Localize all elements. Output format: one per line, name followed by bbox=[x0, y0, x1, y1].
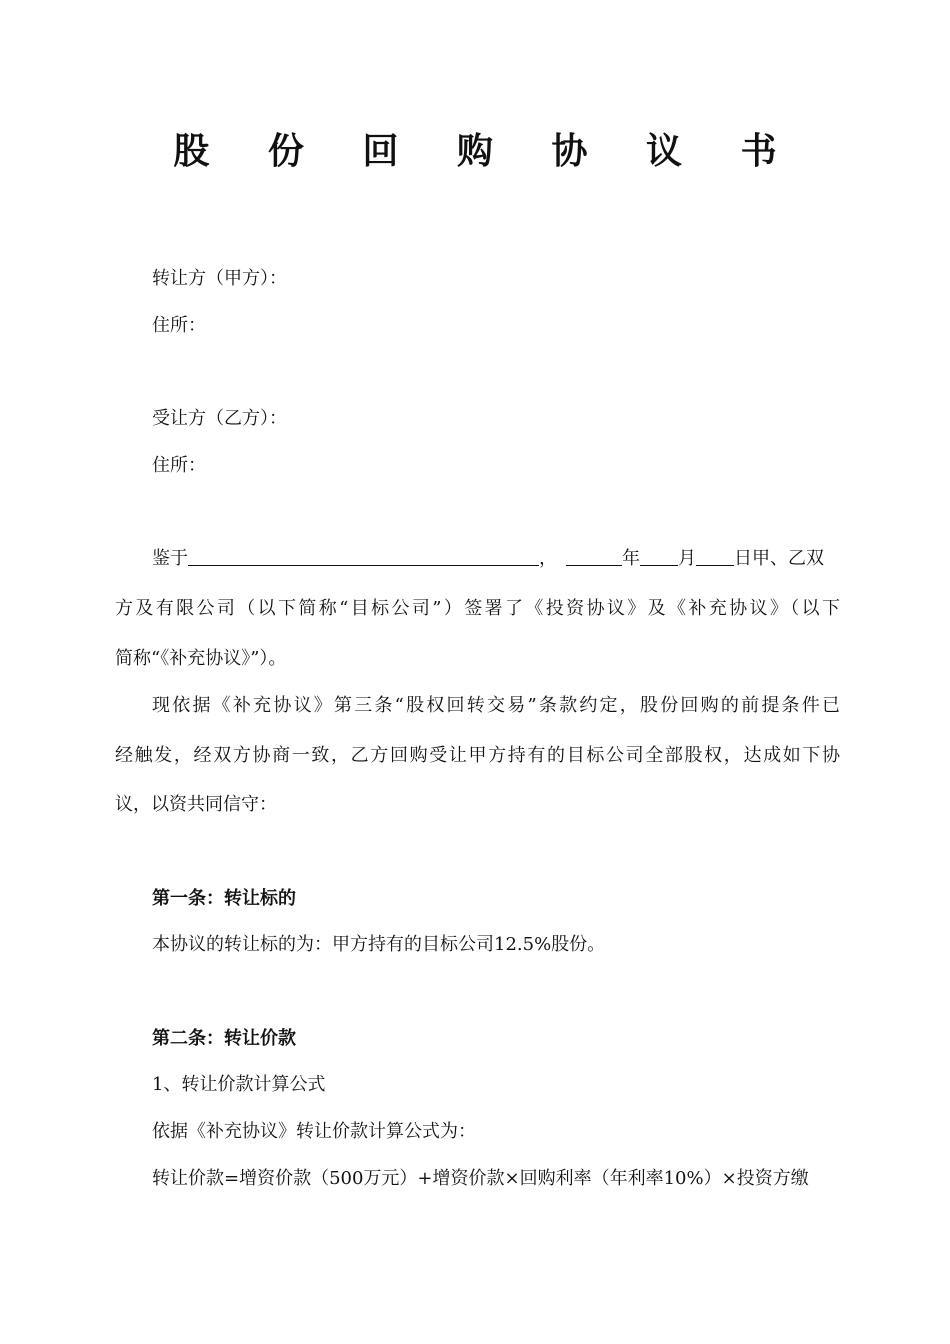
recital-blank-day bbox=[696, 545, 734, 566]
article-1-heading: 第一条：转让标的 bbox=[152, 888, 296, 909]
recital-line-1 bbox=[152, 544, 840, 574]
recital-day-rest: 日甲、乙双 bbox=[734, 548, 824, 569]
recital-prefix: 鉴于 bbox=[152, 548, 188, 569]
basis-line-2: 经触发，经双方协商一致，乙方回购受让甲方持有的目标公司全部股权，达成如下协 bbox=[115, 745, 840, 766]
recital-blank-year bbox=[566, 545, 622, 566]
party-a-label: 转让方（甲方）： bbox=[152, 268, 287, 289]
party-a-address: 住所： bbox=[152, 315, 206, 336]
recital-year: 年 bbox=[622, 548, 640, 569]
article-1-body: 本协议的转让标的为：甲方持有的目标公司12.5%股份。 bbox=[152, 934, 606, 955]
recital-month: 月 bbox=[678, 548, 696, 569]
article-2-item-1: 1、转让价款计算公式 bbox=[152, 1074, 326, 1095]
recital-comma: ， bbox=[539, 548, 557, 569]
basis-line-1: 现依据《补充协议》第三条“股权回转交易”条款约定，股份回购的前提条件已 bbox=[152, 695, 840, 716]
document-title: 股 份 回 购 协 议 书 bbox=[173, 131, 800, 172]
basis-line-3: 议，以资共同信守： bbox=[115, 794, 277, 815]
article-2-heading: 第二条：转让价款 bbox=[152, 1028, 296, 1049]
recital-line-3: 简称“《补充协议》”）。 bbox=[115, 648, 287, 669]
article-2-basis: 依据《补充协议》转让价款计算公式为： bbox=[152, 1121, 476, 1142]
recital-blank-name bbox=[188, 545, 539, 566]
party-b-address: 住所： bbox=[152, 455, 206, 476]
party-b-label: 受让方（乙方）： bbox=[152, 408, 287, 429]
recital-blank-month bbox=[640, 545, 678, 566]
recital-line-2: 方及有限公司（以下简称“目标公司”）签署了《投资协议》及《补充协议》（以下 bbox=[115, 598, 840, 619]
article-2-formula: 转让价款=增资价款（500万元）+增资价款×回购利率（年利率10%）×投资方缴 bbox=[152, 1168, 809, 1189]
